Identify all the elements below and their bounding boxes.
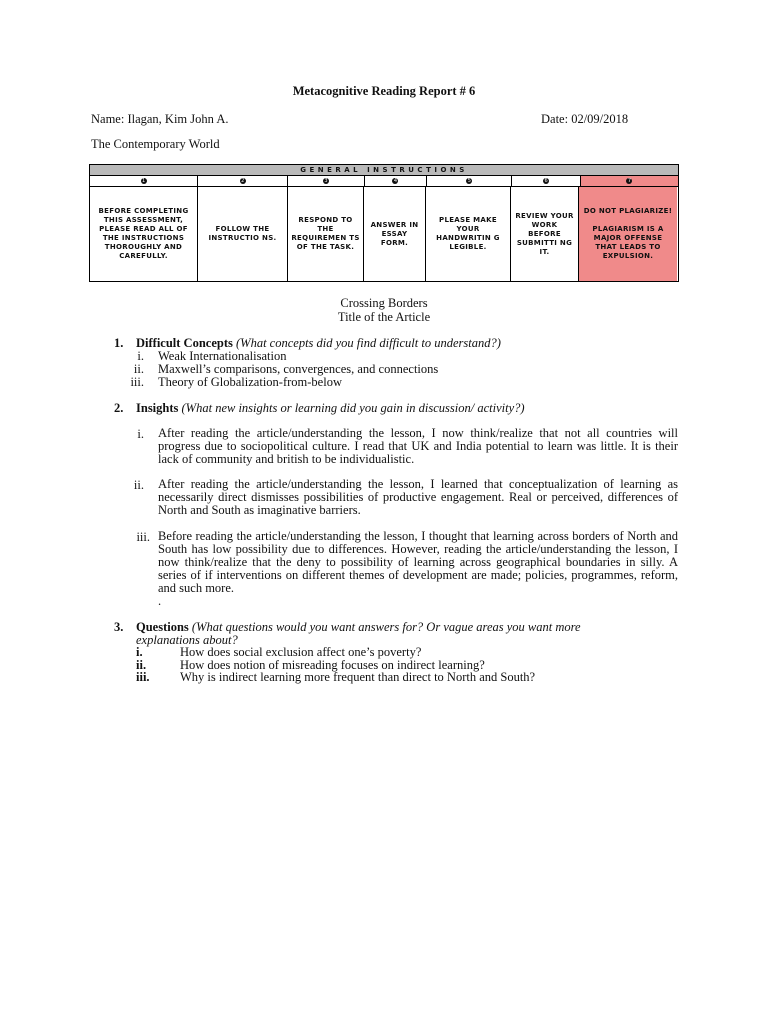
s3-item-1-text: How does social exclusion affect one’s poverty? (180, 645, 422, 659)
instruction-2: FOLLOW THE INSTRUCTIO NS. (198, 187, 288, 281)
s2-item-3-numeral: iii. (136, 530, 150, 544)
number-6-icon: 6 (544, 178, 548, 184)
instruction-number-row (90, 176, 678, 187)
s1-item-1-text: Weak Internationalisation (158, 349, 287, 363)
section-3-prompt-line-2: explanations about? (136, 633, 238, 647)
s3-item-1-numeral: i. (136, 645, 143, 659)
course-name: The Contemporary World (91, 137, 220, 151)
section-3-number: 3. (114, 620, 124, 634)
instruction-1: BEFORE COMPLETING THIS ASSESSMENT, PLEASE READ ALL OF THE INSTRUCTIONS THOROUGHLY AND CAREFULLY. (90, 187, 198, 281)
s2-trailing-period: . (158, 594, 162, 608)
s1-item-2-numeral: ii. (133, 362, 144, 376)
report-title: Metacognitive Reading Report # 6 (292, 84, 476, 98)
instruction-5: PLEASE MAKE YOUR HANDWRITIN G LEGIBLE. (426, 187, 511, 281)
section-3-prompt-line-1: (What questions would you want answers for? Or vague areas you want more (191, 620, 581, 634)
section-2-label: Insights (136, 401, 179, 415)
s2-item-1-numeral: i. (137, 427, 144, 441)
s3-item-3-text: Why is indirect learning more frequent than direct to North and South? (180, 670, 536, 684)
instruction-3: RESPOND TO THE REQUIREMEN TS OF THE TASK. (288, 187, 364, 281)
section-2-number: 2. (114, 401, 124, 415)
section-2-prompt: (What new insights or learning did you gain in discussion/ activity?) (181, 401, 525, 415)
report-date: Date: 02/09/2018 (541, 112, 629, 126)
s1-item-3-numeral: iii. (130, 375, 144, 389)
s2-item-2-numeral: ii. (133, 478, 144, 492)
general-instructions-table (89, 164, 679, 282)
instruction-number-cell (288, 176, 364, 186)
number-5-icon: 5 (467, 178, 471, 184)
article-title-caption: Title of the Article (337, 310, 431, 324)
number-3-icon: 3 (324, 178, 328, 184)
instruction-number-cell (512, 176, 580, 186)
instructions-header: GENERAL INSTRUCTIONS (90, 165, 678, 176)
number-1-icon: 1 (141, 178, 146, 184)
instruction-number-cell (427, 176, 512, 186)
instruction-number-cell (581, 176, 678, 186)
s1-item-2-text: Maxwell’s comparisons, convergences, and connections (158, 362, 439, 376)
s1-item-3-text: Theory of Globalization-from-below (158, 375, 342, 389)
number-2-icon: 2 (241, 178, 245, 184)
section-3-label: Questions (136, 620, 189, 634)
s3-item-2-numeral: ii. (136, 658, 147, 672)
section-1-label: Difficult Concepts (136, 336, 233, 350)
student-name: Name: Ilagan, Kim John A. (91, 112, 229, 126)
instruction-number-cell (90, 176, 198, 186)
instruction-7-warning (579, 187, 677, 281)
instruction-number-cell (198, 176, 288, 186)
instruction-number-cell (365, 176, 427, 186)
section-1-prompt: (What concepts did you find difficult to understand?) (236, 336, 501, 350)
s2-item-3-text: Before reading the article/understanding the lesson, I thought that learning across borders of North and South has low possibility due to differences. However, reading the article/understanding the lesson, I now think/realize that the deny to possibility of learning across geographical boundaries in silly. A series of if interventions on different themes of development are made; policies, programmes, reform, and such more. (158, 529, 678, 595)
s3-item-2-text: How does notion of misreading focuses on indirect learning? (180, 658, 485, 672)
section-1-number: 1. (114, 336, 124, 350)
s2-item-1-text: After reading the article/understanding the lesson, I now think/realize that not all countries will progress due to sociopolitical culture. I read that UK and India potential to learn was little. It is their lack of community and british to be individualistic. (158, 426, 678, 466)
instruction-text-row (90, 187, 678, 281)
number-4-icon: 4 (393, 178, 397, 184)
s3-item-3-numeral: iii. (136, 670, 150, 684)
warning-line-1: DO NOT PLAGIARIZE! (583, 207, 673, 215)
s2-item-2-text: After reading the article/understanding the lesson, I learned that conceptualization of learning as necessarily direct dismisses possibilities of productive engagement. Real or perceived, differences of North and South as imaginative barriers. (158, 477, 678, 517)
section-2-heading (136, 401, 525, 416)
instruction-6: REVIEW YOUR WORK BEFORE SUBMITTI NG IT. (511, 187, 579, 281)
warning-line-2: PLAGIARISM IS A MAJOR OFFENSE THAT LEADS TO EXPULSION. (592, 225, 664, 260)
instruction-4: ANSWER IN ESSAY FORM. (364, 187, 426, 281)
s1-item-1-numeral: i. (137, 349, 144, 363)
article-title: Crossing Borders (340, 296, 428, 310)
number-7-icon: 7 (627, 178, 632, 184)
